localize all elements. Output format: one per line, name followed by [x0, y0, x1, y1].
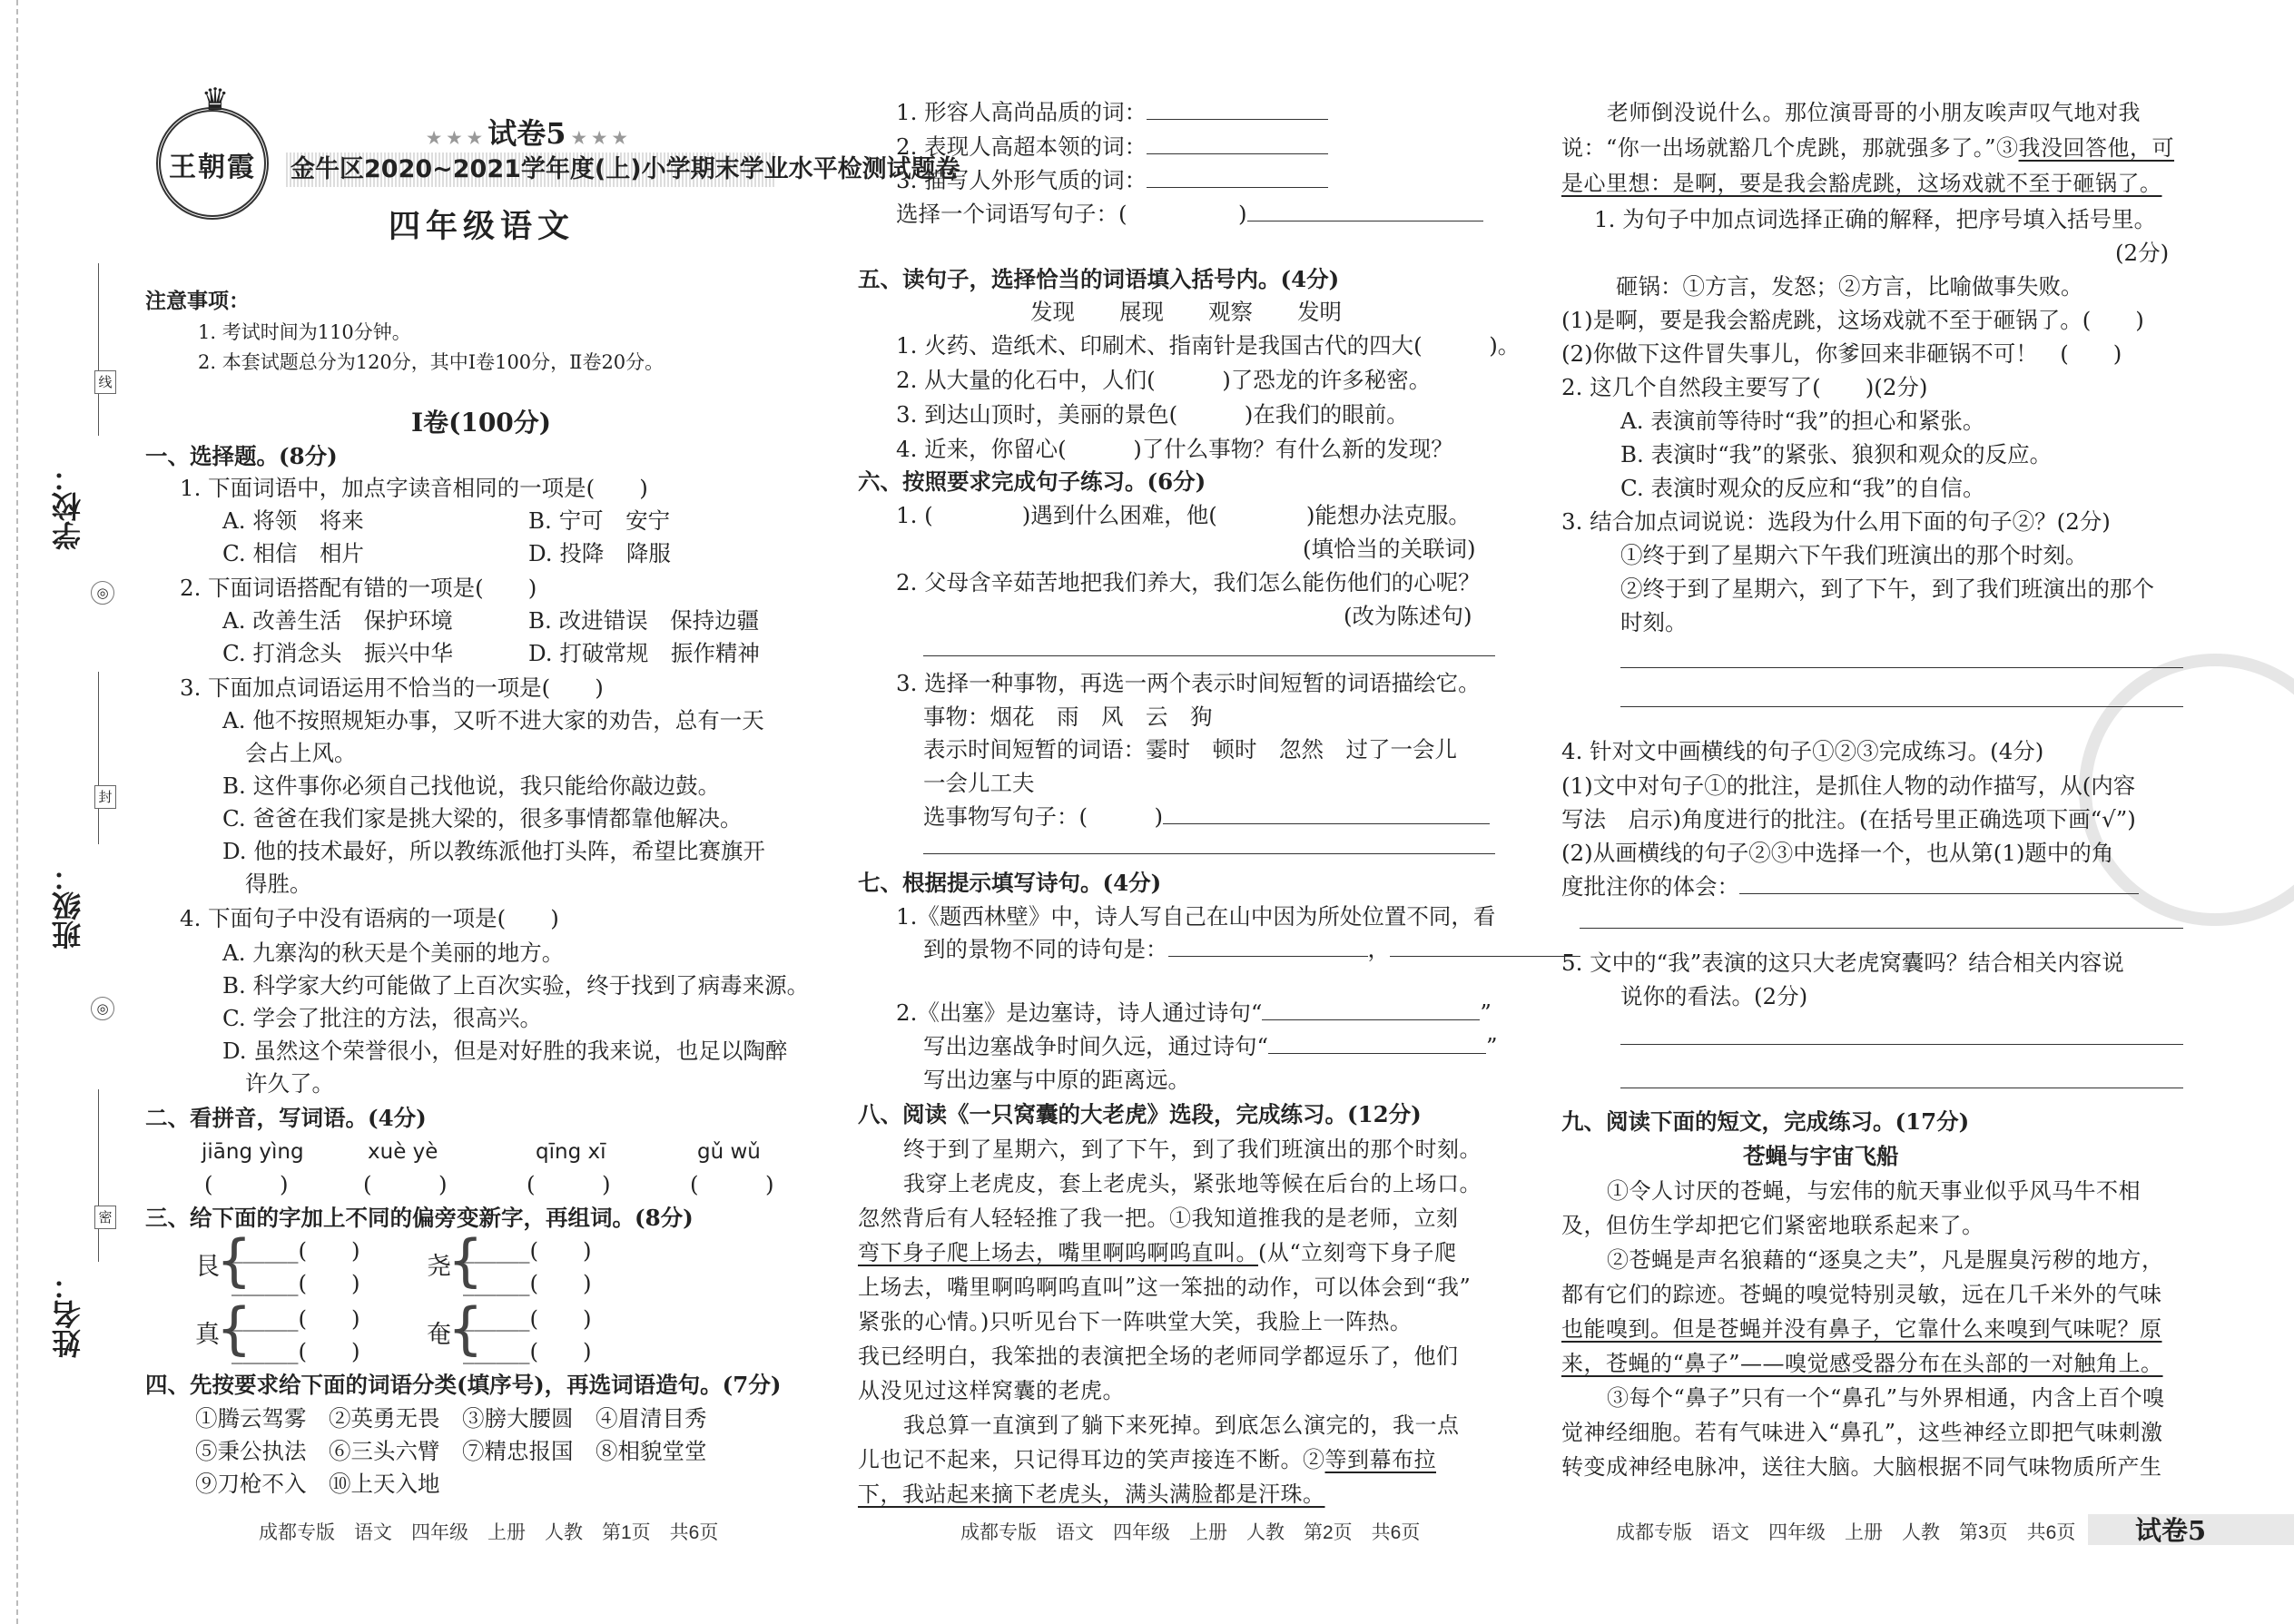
option: D. 打破常规 振作精神	[528, 640, 760, 666]
pinyin: jiāng yìng	[202, 1140, 304, 1164]
question: 2. 这几个自然段主要写了( )(2分)	[1561, 374, 1928, 400]
answer-blank[interactable]	[1147, 135, 1328, 154]
question-sub: 度批注你的体会：	[1561, 872, 2139, 901]
passage-line: 也能嗅到。但是苍蝇并没有鼻子，它靠什么来嗅到气味呢？原	[1561, 1316, 2162, 1342]
fill-line[interactable]: ______( )	[463, 1338, 592, 1364]
exam-title: 金牛区2020~2021学年度(上)小学期末学业水平检测试题卷	[290, 155, 960, 183]
question-sub: (2)从画横线的句子②③中选择一个，也从第(1)题中的角	[1561, 840, 2114, 866]
section-title: 六、按照要求完成句子练习。(6分)	[858, 468, 1206, 495]
passage-line: 来，苍蝇的“鼻子”——嗅觉感受器分布在头部的一对触角上。	[1561, 1351, 2163, 1376]
crown-icon: ♛	[201, 82, 230, 118]
answer-line[interactable]	[923, 853, 1495, 854]
section-title: 五、读句子，选择恰当的词语填入括号内。(4分)	[858, 266, 1340, 292]
answer-paren[interactable]: ( )	[363, 1171, 448, 1197]
name-label: 姓名：	[51, 1271, 85, 1358]
answer-blank[interactable]	[1168, 938, 1368, 957]
option: D. 投降 降服	[528, 540, 671, 566]
page-3-column	[1561, 0, 2206, 1624]
page-footer: 成都专版 语文 四年级 上册 人教 第2页 共6页	[960, 1522, 1421, 1543]
question-sub: (1)文中对句子①的批注，是抓住人物的动作描写，从(内容	[1561, 773, 2136, 799]
passage-line: 我总算一直演到了躺下来死掉。到底怎么演完的，我一点	[903, 1412, 1460, 1438]
passage-line: 忽然背后有人轻轻推了我一把。①我知道推我的是老师，立刻	[858, 1206, 1459, 1231]
option: C. 打消念头 振兴中华	[222, 640, 453, 666]
class-label: 班级：	[51, 862, 85, 950]
sentence-line: 选择一个词语写句子：( )	[896, 200, 1483, 229]
section-title: 四、先按要求给下面的词语分类(填序号)，再选词语造句。(7分)	[145, 1372, 782, 1398]
answer-blank[interactable]	[1147, 169, 1328, 188]
passage-line: 儿也记不起来，只记得耳边的笑声接连不断。②等到幕布拉	[858, 1447, 1436, 1472]
passage-line: ①令人讨厌的苍蝇，与宏伟的航天事业似乎风马牛不相	[1607, 1178, 2141, 1204]
question-sub: (1)是啊，要是我会豁虎跳，这场戏就不至于砸锅了。( )	[1561, 307, 2144, 333]
passage-line: 觉神经细胞。若有气味进入“鼻孔”，这些神经立即把气味刺激	[1561, 1420, 2163, 1445]
article-title: 苍蝇与宇宙飞船	[1743, 1143, 1899, 1169]
passage-line: 老师倒没说什么。那位演哥哥的小朋友唉声叹气地对我	[1607, 100, 2141, 125]
binding-hole-icon: ◎	[91, 997, 114, 1020]
instruction-note: (填恰当的关联词)	[1303, 536, 1476, 562]
option: A. 九寨沟的秋天是个美丽的地方。	[222, 940, 565, 966]
logo-text: 王朝霞	[169, 152, 256, 183]
question: 2. 从大量的化石中，人们( )了恐龙的许多秘密。	[896, 367, 1432, 393]
answer-blank[interactable]	[1390, 938, 1580, 957]
answer-blank[interactable]	[1147, 101, 1328, 120]
seal-mark-mi: 密	[94, 1206, 116, 1229]
question: 1. 下面词语中，加点字读音相同的一项是( )	[180, 475, 648, 501]
question: 2. 下面词语搭配有错的一项是( )	[180, 575, 537, 601]
question: 4. 针对文中画横线的句子①②③完成练习。(4分)	[1561, 738, 2044, 764]
notice-item: 1. 考试时间为110分钟。	[198, 321, 411, 343]
passage-line: 说：“你一出场就豁几个虎跳，那就强多了。”③我没回答他，可	[1561, 135, 2175, 161]
radical-char: 艮	[195, 1253, 220, 1281]
question-sub: 一会儿工夫	[923, 770, 1035, 796]
answer-line[interactable]	[923, 655, 1495, 656]
passage-line: 及，但仿生学却把它们紧密地联系起来了。	[1561, 1213, 1984, 1238]
option: C. 学会了批注的方法，很高兴。	[222, 1005, 542, 1031]
score-note: (2分)	[2115, 240, 2170, 266]
radical-char: 尧	[427, 1253, 451, 1281]
question: 3. 结合加点词说说：选段为什么用下面的句子②？(2分)	[1561, 508, 2111, 535]
page-footer: 成都专版 语文 四年级 上册 人教 第3页 共6页	[1616, 1522, 2076, 1543]
question: 1. 火药、造纸术、印刷术、指南针是我国古代的四大( )。	[896, 332, 1521, 359]
radical-char: 奄	[427, 1321, 451, 1349]
question-sub: ①终于到了星期六下午我们班演出的那个时刻。	[1620, 542, 2088, 568]
school-label: 学校：	[51, 463, 85, 550]
fill-line[interactable]: ______( )	[231, 1305, 360, 1332]
page-footer: 成都专版 语文 四年级 上册 人教 第1页 共6页	[259, 1522, 719, 1543]
question-sub: ②终于到了星期六，到了下午，到了我们班演出的那个	[1620, 576, 2154, 602]
question: 3. 下面加点词语运用不恰当的一项是( )	[180, 674, 604, 701]
option: C. 相信 相片	[222, 540, 364, 566]
passage-line: 我已经明白，我笨拙的表演把全场的老师同学都逗乐了，他们	[858, 1343, 1459, 1369]
question: 1. ( )遇到什么困难，他( )能想办法克服。	[896, 502, 1471, 528]
answer-paren[interactable]: ( )	[527, 1171, 611, 1197]
cut-line	[16, 0, 18, 1624]
word-list: ⑤秉公执法 ⑥三头六臂 ⑦精忠报国 ⑧相貌堂堂	[195, 1438, 707, 1464]
fill-line[interactable]: ______( )	[231, 1270, 360, 1296]
instruction-note: (改为陈述句)	[1344, 603, 1472, 629]
answer-blank[interactable]	[1262, 1001, 1480, 1020]
question-sub: 说你的看法。(2分)	[1620, 983, 1808, 1009]
answer-line[interactable]	[1580, 928, 2183, 929]
option-cont: 许久了。	[245, 1070, 334, 1097]
question-sub: (2)你做下这件冒失事儿，你爹回来非砸锅不可！ ( )	[1561, 340, 2122, 367]
class-field[interactable]	[98, 672, 99, 844]
answer-blank[interactable]	[1163, 805, 1490, 824]
answer-paren[interactable]: ( )	[204, 1171, 289, 1197]
question-sub: 事物：烟花 雨 风 云 狗	[923, 704, 1213, 730]
page-1-column: 注意事项： 1. 考试时间为110分钟。 2. 本套试题总分为120分，其中Ⅰ卷100分，Ⅱ卷20分。 Ⅰ卷(100分) 一、选择题。(8分) 1. 下面词语中，加点字读音相同的一项是( ) A. 将领 将来 B. 宁可 安宁 C. 相信 相片 D. 投降 降服 2. 下面词语搭配有错的一项是( ) A. 改善生活 保护环境 B. 改进错误 保持边疆 C. 打消念头 振兴中华 D. 打破常规 振作精神 3. 下面加点词语运用不恰当的一项是( ) A. 他不按照规矩办事，又听不进大家的劝告，总有一天 会占上风。 B. 这件事你必须自己找他说，我只能给你敲边鼓。 C. 爸爸在我们家是挑大梁的，很多事情都靠他解决。 D. 他的技术最好，所以教练派他打头阵，希望比赛旗开 得胜。 4. 下面句子中没有语病的一项是( ) A. 九寨沟的秋天是个美丽的地方。 B. 科学家大约可能做了上百次实验，终于找到了病毒来源。 C. 学会了批注的方法，很高兴。 D. 虽然这个荣誉很小，但是对好胜的我来说，也足以陶醉 许久了。 二、看拼音，写词语。(4分) jiāng yìng xuè yè qīng xī gǔ wǔ ( ) ( ) ( ) ( ) 三、给下面的字加上不同的偏旁变新字，再组词。(8分) 艮 { ______( ) ______( ) 尧 { ______( ) ______( ) 真 { ______( ) ______( ) 奄 { ______( ) ______( ) 四、先按要求给下面的词语分类(填序号)，再选词语造句。(7分) ①腾云驾雾 ②英勇无畏 ③膀大腰圆 ④眉清目秀 ⑤秉公执法 ⑥三头六臂 ⑦精忠报国 ⑧相貌堂堂 ⑨刀枪不入 ⑩上天入地	[145, 289, 810, 1497]
pinyin: qīng xī	[536, 1140, 606, 1164]
passage-line: 弯下身子爬上场去，嘴里啊呜啊呜直叫。(从“立刻弯下身子爬	[858, 1240, 1457, 1265]
fill-line[interactable]: ______( )	[463, 1270, 592, 1296]
section-title: 八、阅读《一只窝囊的大老虎》选段，完成练习。(12分)	[858, 1101, 1422, 1127]
option-cont: 会占上风。	[245, 740, 357, 766]
fill-line[interactable]: ______( )	[463, 1237, 592, 1264]
passage-line: 都有它们的踪迹。苍蝇的嗅觉特别灵敏，远在几千米外的气味	[1561, 1282, 2162, 1307]
radical-char: 真	[195, 1321, 220, 1349]
question: 2. 父母含辛茹苦地把我们养大，我们怎么能伤他们的心呢？	[896, 569, 1481, 595]
fill-line[interactable]: ______( )	[463, 1305, 592, 1332]
option: B. 改进错误 保持边疆	[528, 607, 760, 634]
option: D. 虽然这个荣誉很小，但是对好胜的我来说，也足以陶醉	[222, 1038, 788, 1064]
classify-line: 3. 描写人外形气质的词：	[896, 166, 1328, 195]
question-sub: 写法 启示)角度进行的批注。(在括号里正确选项下画“√”)	[1561, 806, 2136, 832]
pinyin: gǔ wǔ	[697, 1140, 761, 1164]
subject-title: 四年级语文	[389, 208, 576, 245]
question: 4. 近来，你留心( )了什么事物？有什么新的发现？	[896, 436, 1453, 462]
fill-line[interactable]: ______( )	[231, 1338, 360, 1364]
question-sub: 写出边塞战争时间久远，通过诗句“ ”	[923, 1033, 1498, 1059]
passage-line: 紧张的心情。)只听见台下一阵哄堂大笑，我脸上一阵热。	[858, 1309, 1413, 1334]
question-sub: 表示时间短暂的词语：霎时 顿时 忽然 过了一会儿	[923, 736, 1457, 763]
page-2-column	[858, 0, 1521, 1624]
sentence-line: 选事物写句子：( )	[923, 802, 1490, 832]
answer-blank[interactable]	[1268, 1035, 1486, 1054]
notice-item: 2. 本套试题总分为120分，其中Ⅰ卷100分，Ⅱ卷20分。	[198, 351, 665, 373]
question: 4. 下面句子中没有语病的一项是( )	[180, 905, 559, 931]
option: B. 宁可 安宁	[528, 507, 671, 534]
word-list: ①腾云驾雾 ②英勇无畏 ③膀大腰圆 ④眉清目秀	[195, 1405, 707, 1432]
question-sub: 写出边塞与中原的距离远。	[923, 1067, 1190, 1093]
paper-number: ★ ★ ★ 试卷5 ★ ★ ★	[427, 116, 627, 151]
answer-line[interactable]	[1620, 667, 2183, 668]
option: A. 改善生活 保护环境	[222, 607, 453, 634]
school-field[interactable]	[98, 263, 99, 436]
pinyin: xuè yè	[368, 1140, 438, 1164]
seal-mark-xian: 线	[94, 370, 116, 394]
option-cont: 得胜。	[245, 871, 312, 897]
question: 1.《题西林壁》中，诗人写自己在山中因为所处位置不同，看	[896, 903, 1496, 930]
answer-line[interactable]	[1620, 1044, 2183, 1045]
option: B. 这件事你必须自己找他说，我只能给你敲边鼓。	[222, 773, 721, 799]
passage-line: 我穿上老虎皮，套上老虎头，紧张地等候在后台的上场口。	[903, 1171, 1482, 1196]
option: C. 爸爸在我们家是挑大梁的，很多事情都靠他解决。	[222, 805, 743, 832]
fill-line[interactable]: ______( )	[231, 1237, 360, 1264]
option: A. 将领 将来	[222, 507, 364, 534]
classify-line: 1. 形容人高尚品质的词：	[896, 98, 1328, 127]
question: 1. 为句子中加点词选择正确的解释，把序号填入括号里。	[1594, 206, 2157, 232]
question: 3. 到达山顶时，美丽的景色( )在我们的眼前。	[896, 401, 1409, 428]
answer-blank[interactable]	[1739, 875, 2139, 894]
passage-line: 上场去，嘴里啊呜啊呜直叫”这一笨拙的动作，可以体会到“我”	[858, 1275, 1472, 1300]
option: C. 表演时观众的反应和“我”的自信。	[1620, 475, 1985, 501]
footer-badge: 试卷5	[2135, 1515, 2207, 1546]
question: 2.《出塞》是边塞诗，诗人通过诗句“ ”	[896, 999, 1492, 1026]
option: B. 表演时“我”的紧张、狼狈和观众的反应。	[1620, 441, 2053, 468]
seal-mark-feng: 封	[94, 785, 116, 809]
option: A. 他不按照规矩办事，又听不进大家的劝告，总有一天	[222, 707, 764, 733]
word-bank: 发现 展现 观察 发明	[1030, 299, 1342, 325]
answer-line[interactable]	[1620, 706, 2183, 707]
passage-line: 是心里想：是啊，要是我会豁虎跳，这场戏就不至于砸锅了。	[1561, 171, 2162, 196]
passage-line: 转变成神经电脉冲，送往大脑。大脑根据不同气味物质所产生	[1561, 1454, 2162, 1480]
passage-line: 从没见过这样窝囊的老虎。	[858, 1378, 1125, 1403]
definition: 砸锅：①方言，发怒；②方言，比喻做事失败。	[1616, 273, 2083, 300]
passage-line: 下，我站起来摘下老虎头，满头满脸都是汗珠。	[858, 1481, 1325, 1507]
passage-line: 终于到了星期六，到了下午，到了我们班演出的那个时刻。	[903, 1137, 1482, 1162]
question: 3. 选择一种事物，再选一两个表示时间短暂的词语描绘它。	[896, 670, 1481, 696]
question-sub: 时刻。	[1620, 609, 1688, 635]
binding-hole-icon: ◎	[91, 581, 114, 605]
name-field[interactable]	[98, 1089, 99, 1262]
answer-paren[interactable]: ( )	[690, 1171, 774, 1197]
volume-title: Ⅰ卷(100分)	[411, 408, 552, 438]
option: B. 科学家大约可能做了上百次实验，终于找到了病毒来源。	[222, 972, 810, 999]
section-title: 一、选择题。(8分)	[145, 443, 338, 469]
word-list: ⑨刀枪不入 ⑩上天入地	[195, 1471, 440, 1497]
passage-line: ③每个“鼻子”只有一个“鼻孔”与外界相通，内含上百个嗅	[1607, 1385, 2165, 1411]
question: 5. 文中的“我”表演的这只大老虎窝囊吗？结合相关内容说	[1561, 950, 2124, 976]
option: D. 他的技术最好，所以教练派他打头阵，希望比赛旗开	[222, 838, 765, 864]
notice-title: 注意事项：	[145, 289, 250, 313]
answer-blank[interactable]	[1247, 202, 1483, 221]
section-title: 二、看拼音，写词语。(4分)	[145, 1105, 427, 1131]
question-sub: 到的景物不同的诗句是： ，	[923, 935, 1580, 964]
option: A. 表演前等待时“我”的担心和紧张。	[1620, 408, 1985, 434]
section-title: 九、阅读下面的短文，完成练习。(17分)	[1561, 1108, 1970, 1135]
classify-line: 2. 表现人高超本领的词：	[896, 133, 1328, 162]
passage-line: ②苍蝇是声名狼藉的“逐臭之夫”，凡是腥臭污秽的地方，	[1607, 1247, 2164, 1273]
section-title: 七、根据提示填写诗句。(4分)	[858, 870, 1162, 896]
section-title: 三、给下面的字加上不同的偏旁变新字，再组词。(8分)	[145, 1205, 694, 1231]
